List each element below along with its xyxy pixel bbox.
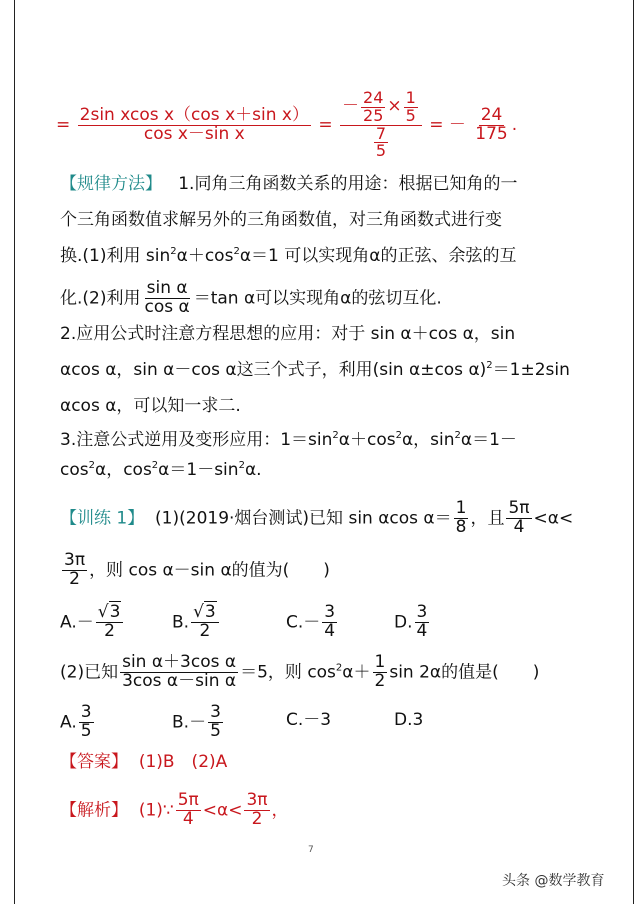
option-d2: D.3 — [394, 710, 424, 730]
option-c2: C.－3 — [286, 710, 332, 730]
equation-top: = $\frac{\text{2sin xcos x（cos x＋sin x）}}{\text{cos x－sin x}}$ = － $\frac{24}{25}$ × $\frac{1}{5}$ $\frac{7}{5}$ = － $\frac{24}{175}$ . — [56, 88, 518, 161]
option-a2: A. $\frac{3}{5}$ — [60, 702, 92, 741]
method-tag: 【规律方法】 — [60, 174, 162, 194]
option-d: D. $\frac{3}{4}$ — [394, 602, 428, 641]
p3-line-1: 3.注意公式逆用及变形应用：$1=\sin^2\alpha+\cos^2\alpha$，$\sin^2\alpha=1-$ — [60, 430, 517, 450]
answer-line: 【答案】 (1)B (2)A — [60, 752, 228, 772]
page-border-right — [633, 0, 634, 904]
method-line-3: 换.(1)利用 $\sin^2\alpha+\cos^2\alpha=1$ 可以实现角α的正弦、余弦的互 — [60, 246, 517, 266]
method-line-4: 化.(2)利用 $\frac{\text{sin α}}{\text{cos α}}$ ＝tan α可以实现角α的弦切互化. — [60, 278, 442, 317]
exercise-line-1: 【训练 1】 (1)(2019·烟台测试)已知 sin αcos α＝ $\frac{1}{8}$ ，且 $\frac{5\pi}{4}$ <α< — [60, 498, 574, 537]
method-line-2: 个三角函数值求解另外的三角函数值，对三角函数式进行变 — [60, 210, 502, 230]
question-2-line: (2)已知 $\frac{\text{sin α＋3cos α}}{\text{3cos α－sin α}}$ ＝5，则 $\cos^2\alpha+$ $\frac{1}{2}$ sin 2α的值是( ) — [60, 652, 540, 691]
page-border-left — [14, 0, 15, 904]
method-line-1: 【规律方法】 1.同角三角函数关系的用途：根据已知角的一 — [60, 174, 518, 194]
watermark: 头条 @数学教育 — [502, 873, 605, 889]
option-c: C.－ $\frac{3}{4}$ — [286, 602, 336, 641]
p2-line-1: 2.应用公式时注意方程思想的应用：对于 sin α＋cos α，sin — [60, 324, 516, 344]
option-b2: B.－ $\frac{3}{5}$ — [172, 702, 221, 741]
option-b: B. $\frac{√3}{2}$ — [172, 604, 221, 641]
p2-line-3: αcos α，可以知一求二. — [60, 396, 241, 416]
exercise-tag: 【训练 1】 — [60, 508, 145, 529]
p3-line-2: $\cos^2\alpha$，$\cos^2\alpha=1-\sin^2\alpha$. — [60, 460, 262, 480]
analysis-tag: 【解析】 — [60, 800, 128, 821]
page-number: 7 — [308, 845, 314, 855]
exercise-line-2: $\frac{3\pi}{2}$ ，则 cos α－sin α的值为( ) — [64, 550, 330, 589]
p2-line-2: αcos α，sin α－cos α这三个式子，利用(sin α±cos α)$^2$＝1±2sin — [60, 360, 570, 380]
analysis-line: 【解析】 (1)∵ $\frac{5\pi}{4}$ <α< $\frac{3\pi}{2}$ ， — [60, 790, 289, 829]
answer-tag: 【答案】 — [60, 752, 128, 772]
option-a: A.－ $\frac{√3}{2}$ — [60, 604, 125, 641]
